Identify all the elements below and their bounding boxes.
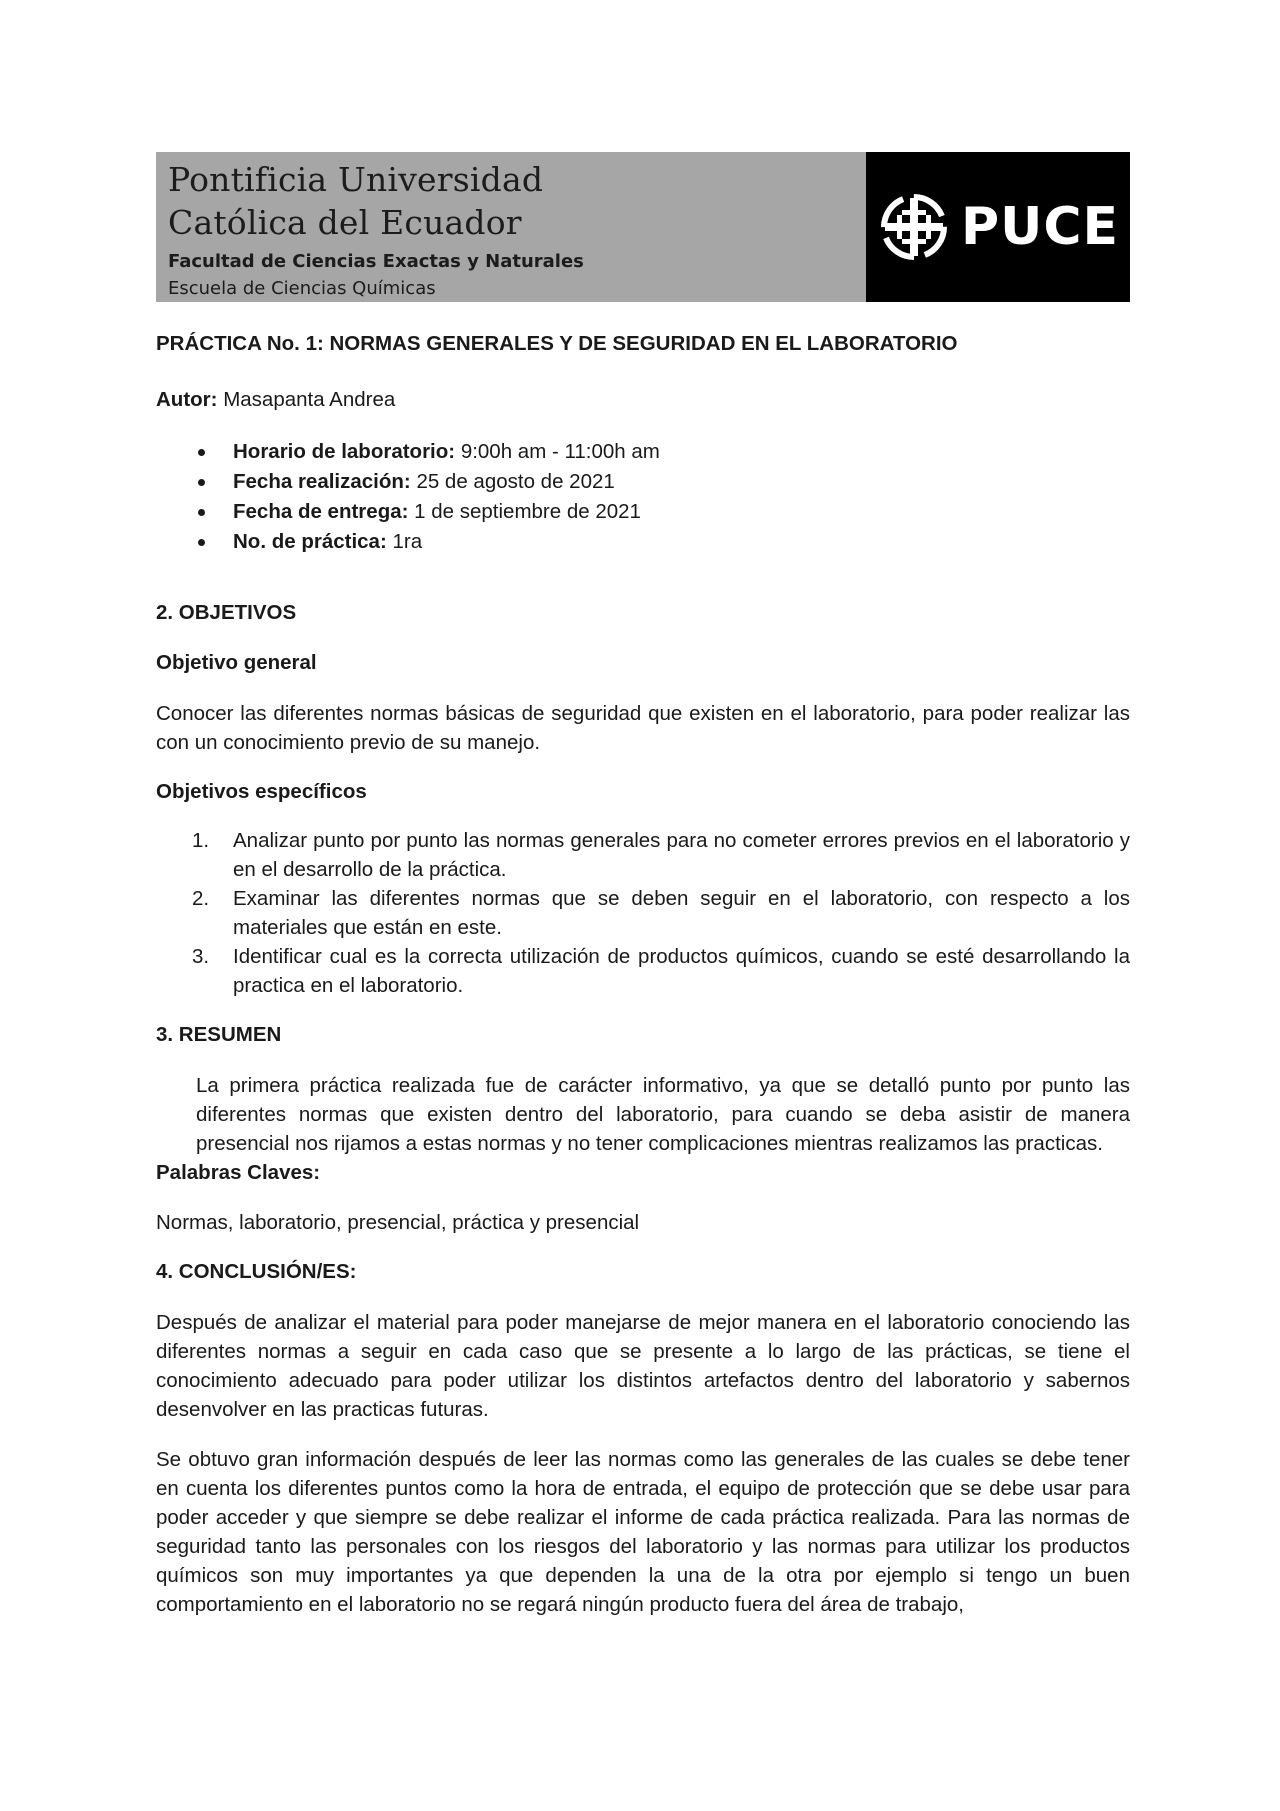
subheading-objetivo-general: Objetivo general — [156, 651, 317, 674]
list-text: Identificar cual es la correcta utilización de productos químicos, cuando se esté desarrollando la practica en el laboratorio. — [233, 945, 1130, 997]
detail-value: 1ra — [392, 530, 423, 553]
author-line — [156, 385, 1130, 414]
university-name-line2: Católica del Ecuador — [168, 203, 522, 242]
detail-label: Fecha de entrega: — [233, 500, 409, 523]
detail-label: No. de práctica: — [233, 530, 387, 553]
author-value: Masapanta Andrea — [223, 388, 396, 411]
section-heading-conclusiones: 4. CONCLUSIÓN/ES: — [156, 1260, 357, 1283]
detail-label: Horario de laboratorio: — [233, 440, 456, 463]
school-name: Escuela de Ciencias Químicas — [168, 278, 436, 299]
practice-title: PRÁCTICA No. 1: NORMAS GENERALES Y DE SEGURIDAD EN EL LABORATORIO — [156, 332, 958, 355]
puce-emblem-icon — [877, 190, 951, 264]
list-item — [156, 826, 1130, 884]
faculty-name: Facultad de Ciencias Exactas y Naturales — [168, 251, 584, 272]
list-text: Analizar punto por punto las normas generales para no cometer errores previos en el laboratorio y en el desarrollo de la práctica. — [233, 829, 1130, 881]
objetivos-especificos-list — [156, 826, 1130, 1000]
keywords-heading: Palabras Claves: — [156, 1161, 321, 1184]
list-number: 1. — [192, 829, 210, 852]
conclusion-paragraph-2: Se obtuvo gran información después de leer las normas como las generales de las cuales se debe tener en cuenta los diferentes puntos como la hora de entrada, el equipo de protección que se debe usar para poder acceder y que siempre se debe realizar el informe de cada práctica realizada. Para las normas de seguridad tanto las personales con los riesgos del laboratorio y las normas para utilizar los productos químicos son muy importantes ya que dependen la una de la otra por ejemplo si tengo un buen comportamiento en el laboratorio no se regará ningún producto fuera del área de trabajo, — [156, 1448, 1130, 1616]
puce-logo-text: PUCE — [960, 197, 1120, 257]
list-text: Examinar las diferentes normas que se deben seguir en el laboratorio, con respecto a los materiales que están en este. — [233, 887, 1130, 939]
practice-details-list — [156, 437, 1130, 557]
section-heading-objetivos: 2. OBJETIVOS — [156, 601, 297, 624]
conclusion-paragraph-1: Después de analizar el material para poder manejarse de mejor manera en el laboratorio conociendo las diferentes normas a seguir en cada caso que se presente a lo largo de las prácticas, se tiene el conocimiento adecuado para poder utilizar los distintos artefactos dentro del laboratorio y sabernos desenvolver en las practicas futuras. — [156, 1311, 1130, 1421]
list-item — [156, 527, 1130, 557]
list-number: 2. — [192, 887, 210, 910]
header-text-block — [156, 152, 866, 302]
resumen-text: La primera práctica realizada fue de carácter informativo, ya que se detalló punto por punto las diferentes normas que existen dentro del laboratorio, para cuando se deba asistir de manera presencial nos rijamos a estas normas y no tener complicaciones mientras realizamos las practicas. — [196, 1074, 1130, 1155]
section-heading-resumen: 3. RESUMEN — [156, 1023, 282, 1046]
university-header — [156, 152, 1130, 302]
document-body — [156, 330, 1130, 1619]
list-item — [156, 467, 1130, 497]
list-item — [156, 437, 1130, 467]
list-item — [156, 942, 1130, 1000]
keywords-text: Normas, laboratorio, presencial, práctica y presencial — [156, 1211, 640, 1234]
puce-logo — [866, 152, 1130, 302]
list-number: 3. — [192, 945, 210, 968]
list-item — [156, 884, 1130, 942]
university-name-line1: Pontificia Universidad — [168, 160, 544, 199]
list-item — [156, 497, 1130, 527]
detail-value: 1 de septiembre de 2021 — [414, 500, 641, 523]
detail-value: 9:00h am - 11:00h am — [460, 440, 660, 463]
author-label: Autor: — [156, 388, 218, 411]
detail-value: 25 de agosto de 2021 — [416, 470, 615, 493]
objetivo-general-text: Conocer las diferentes normas básicas de seguridad que existen en el laboratorio, para poder realizar las con un conocimiento previo de su manejo. — [156, 702, 1130, 754]
subheading-objetivos-especificos: Objetivos específicos — [156, 780, 367, 803]
detail-label: Fecha realización: — [233, 470, 411, 493]
